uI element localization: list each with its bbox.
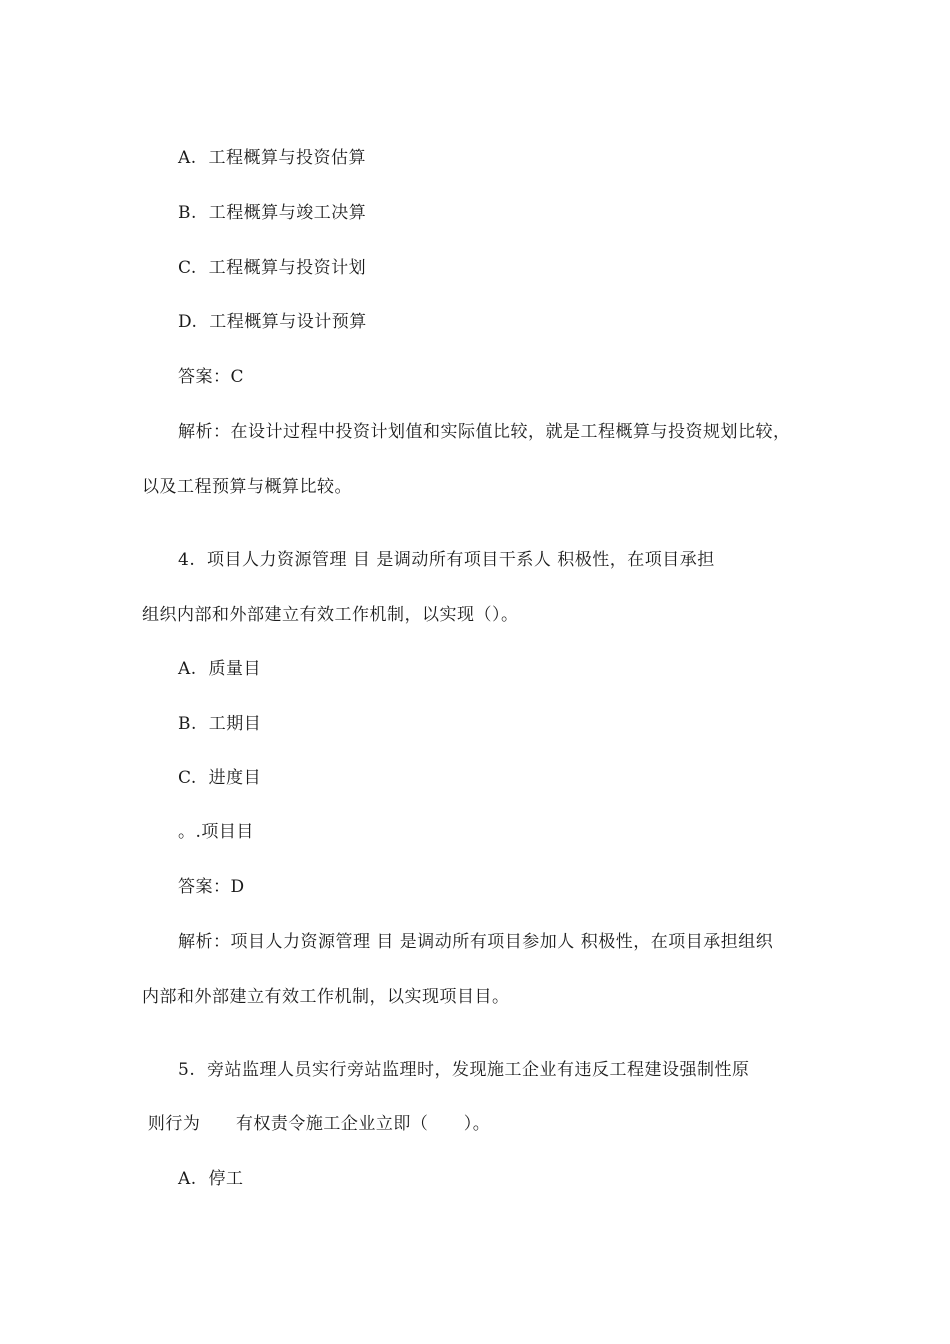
q3-option-c: C. 工程概算与投资计划 xyxy=(178,258,367,278)
q3-option-a: A. 工程概算与投资估算 xyxy=(178,148,366,168)
q4-analysis-line-1: 解析：项目人力资源管理 目 是调动所有项目参加人 积极性，在项目承担组织 xyxy=(178,932,774,952)
q5-stem-line-1: 5. 旁站监理人员实行旁站监理时，发现施工企业有违反工程建设强制性原 xyxy=(178,1060,750,1080)
q4-option-b: B. 工期目 xyxy=(178,714,262,734)
q4-stem-line-1: 4. 项目人力资源管理 目 是调动所有项目干系人 积极性，在项目承担 xyxy=(178,550,715,570)
q3-answer: 答案：C xyxy=(178,367,245,387)
q4-answer: 答案：D xyxy=(178,877,245,897)
q3-option-b: B. 工程概算与竣工决算 xyxy=(178,203,367,223)
q5-stem-line-2: 则行为 有权责令施工企业立即（ ）。 xyxy=(142,1114,491,1134)
q4-stem-line-2: 组织内部和外部建立有效工作机制，以实现（）。 xyxy=(142,605,519,625)
q3-analysis-line-1: 解析：在设计过程中投资计划值和实际值比较，就是工程概算与投资规划比较， xyxy=(178,422,791,442)
q4-option-c: C. 进度目 xyxy=(178,768,262,788)
q3-option-d: D. 工程概算与设计预算 xyxy=(178,312,367,332)
q4-analysis-line-2: 内部和外部建立有效工作机制，以实现项目目。 xyxy=(142,987,510,1007)
q3-analysis-line-2: 以及工程预算与概算比较。 xyxy=(142,477,352,497)
q4-option-a: A. 质量目 xyxy=(178,659,261,679)
q4-option-d: 。.项目目 xyxy=(178,822,254,842)
q5-option-a: A. 停工 xyxy=(178,1169,244,1189)
